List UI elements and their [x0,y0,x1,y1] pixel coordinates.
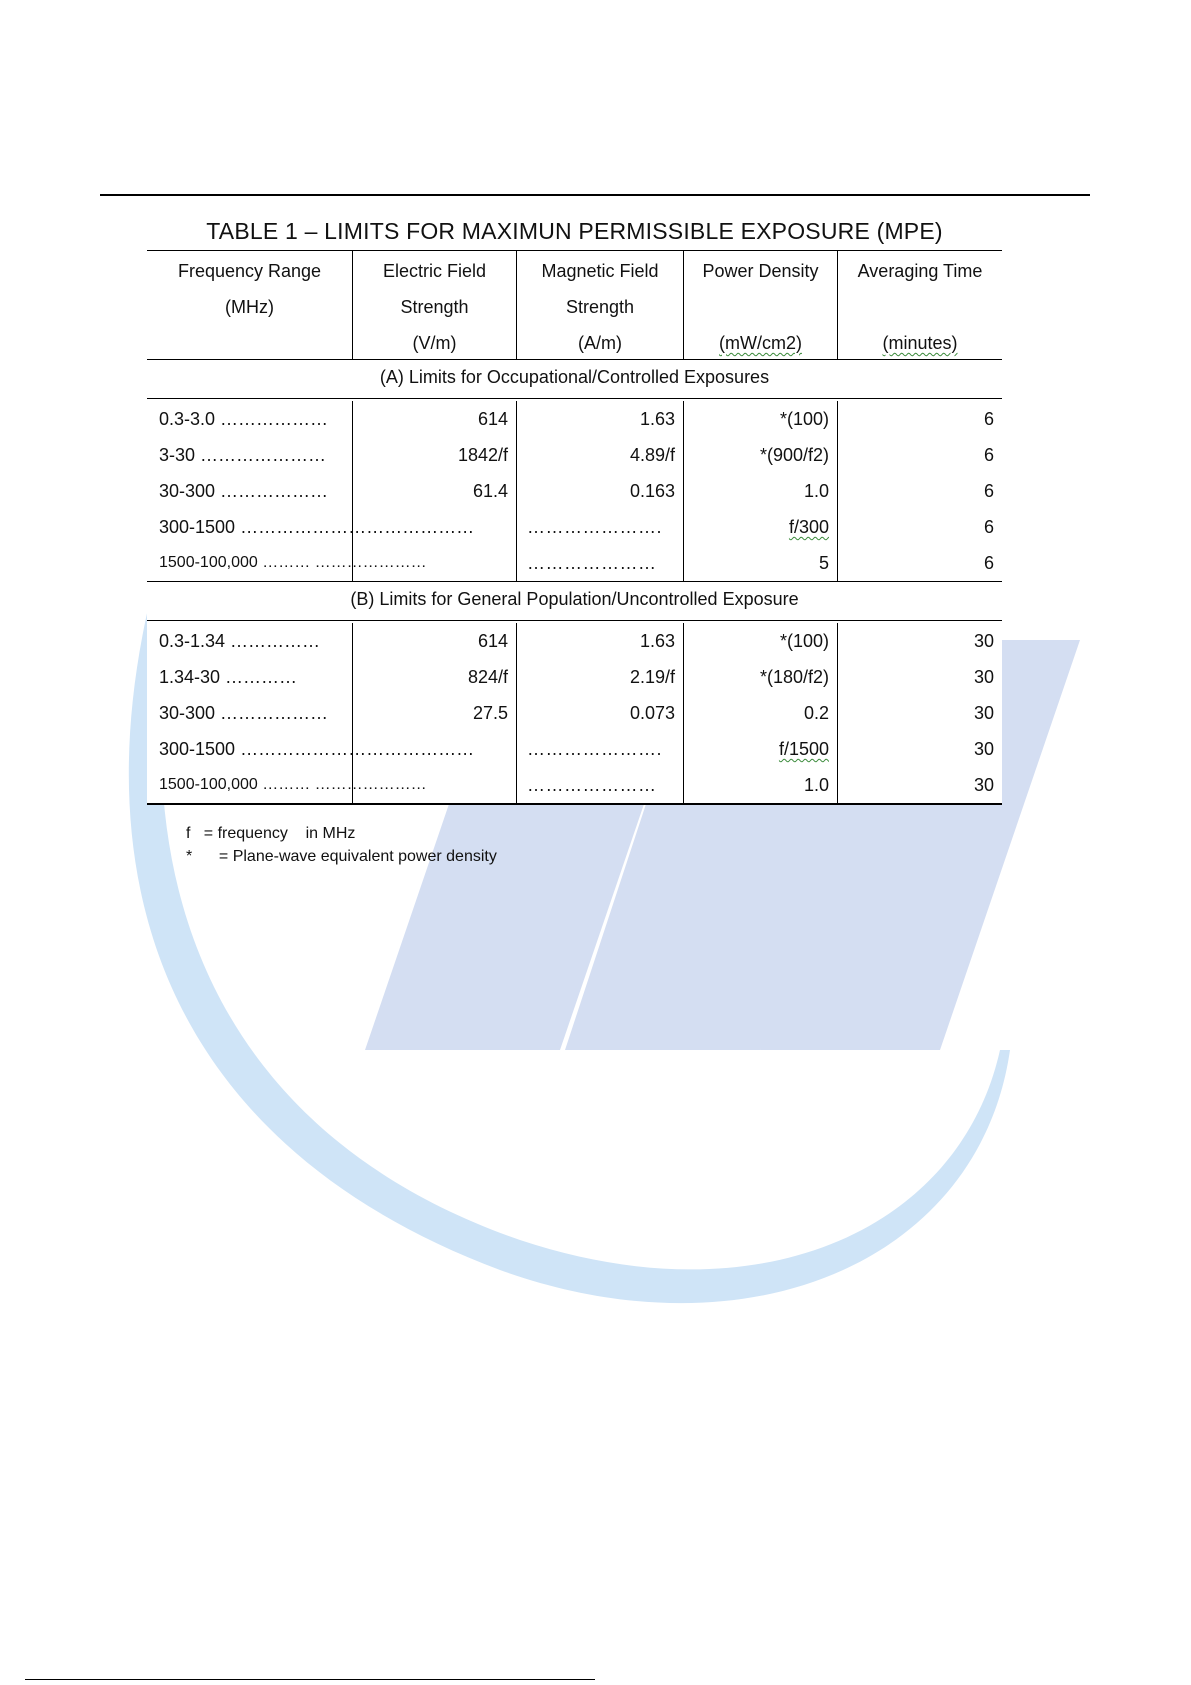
freq-cell: 3-30 ………………… [147,437,353,473]
magnetic-cell: ………………… [517,545,684,581]
time-cell: 6 [983,445,994,465]
freq-cell: 300-1500 ………………………………… [147,509,353,545]
time-cell: 30 [973,775,994,795]
header-averaging-time: Averaging Time (minutes) [838,250,1002,360]
electric-cell: 1842/f [353,437,517,473]
freq-cell: 0.3-3.0 ……………… [147,401,353,437]
time-cell: 6 [983,409,994,429]
magnetic-cell: ………………… [517,767,684,803]
power-cell: 0.2 [684,695,838,731]
header-electric-field: Electric Field Strength (V/m) [353,250,517,360]
table-header-row [147,250,1002,360]
magnetic-cell: 2.19/f [517,659,684,695]
freq-cell: 30-300 ……………… [147,695,353,731]
section-b-rows [147,621,1002,805]
section-a-rows [147,399,1002,581]
freq-cell: 1.34-30 ………… [147,659,353,695]
freq-cell: 30-300 ……………… [147,473,353,509]
watermark-letter-a-bar [660,850,960,930]
header-magnetic-field: Magnetic Field Strength (A/m) [517,250,684,360]
magnetic-cell: 1.63 [517,401,684,437]
section-b-title: (B) Limits for General Population/Uncontrolled Exposure [147,581,1002,621]
time-cell: 30 [973,631,994,651]
header-frequency-range: Frequency Range (MHz) [147,250,353,360]
electric-cell: 27.5 [353,695,517,731]
power-cell: 1.0 [684,767,838,803]
freq-cell: 300-1500 ………………………………… [147,731,353,767]
time-cell: 6 [983,553,994,573]
legend-frequency: f = frequency in MHz [186,825,356,842]
header-power-density: Power Density (mW/cm2) [684,250,838,360]
time-cell: 6 [983,481,994,501]
table-title: TABLE 1 – LIMITS FOR MAXIMUN PERMISSIBLE EXPOSURE (MPE) [147,212,1002,250]
power-cell: 1.0 [684,473,838,509]
time-cell: 30 [973,703,994,723]
mpe-table [147,212,1002,805]
freq-cell: 1500-100,000 ……… ………………… [147,545,353,581]
table-legend [186,822,497,868]
section-a-title: (A) Limits for Occupational/Controlled Exposures [147,360,1002,399]
legend-plane-wave: * = Plane-wave equivalent power density [186,848,497,865]
magnetic-cell: 1.63 [517,623,684,659]
power-cell: *(180/f2) [684,659,838,695]
time-cell: 30 [973,739,994,759]
magnetic-cell: …………………. [517,509,684,545]
electric-cell: 614 [353,401,517,437]
power-cell: *(900/f2) [684,437,838,473]
time-cell: 30 [973,667,994,687]
magnetic-cell: …………………. [517,731,684,767]
power-cell: *(100) [684,623,838,659]
power-cell: 5 [684,545,838,581]
top-rule [100,194,1090,196]
footnote-rule [25,1679,595,1680]
magnetic-cell: 0.163 [517,473,684,509]
freq-cell: 0.3-1.34 …………… [147,623,353,659]
electric-cell: 61.4 [353,473,517,509]
power-cell: *(100) [684,401,838,437]
electric-cell: 824/f [353,659,517,695]
time-cell: 6 [983,517,994,537]
electric-cell: 614 [353,623,517,659]
magnetic-cell: 0.073 [517,695,684,731]
power-cell: f/1500 [684,731,838,767]
magnetic-cell: 4.89/f [517,437,684,473]
freq-cell: 1500-100,000 ……… ………………… [147,767,353,803]
power-cell: f/300 [684,509,838,545]
